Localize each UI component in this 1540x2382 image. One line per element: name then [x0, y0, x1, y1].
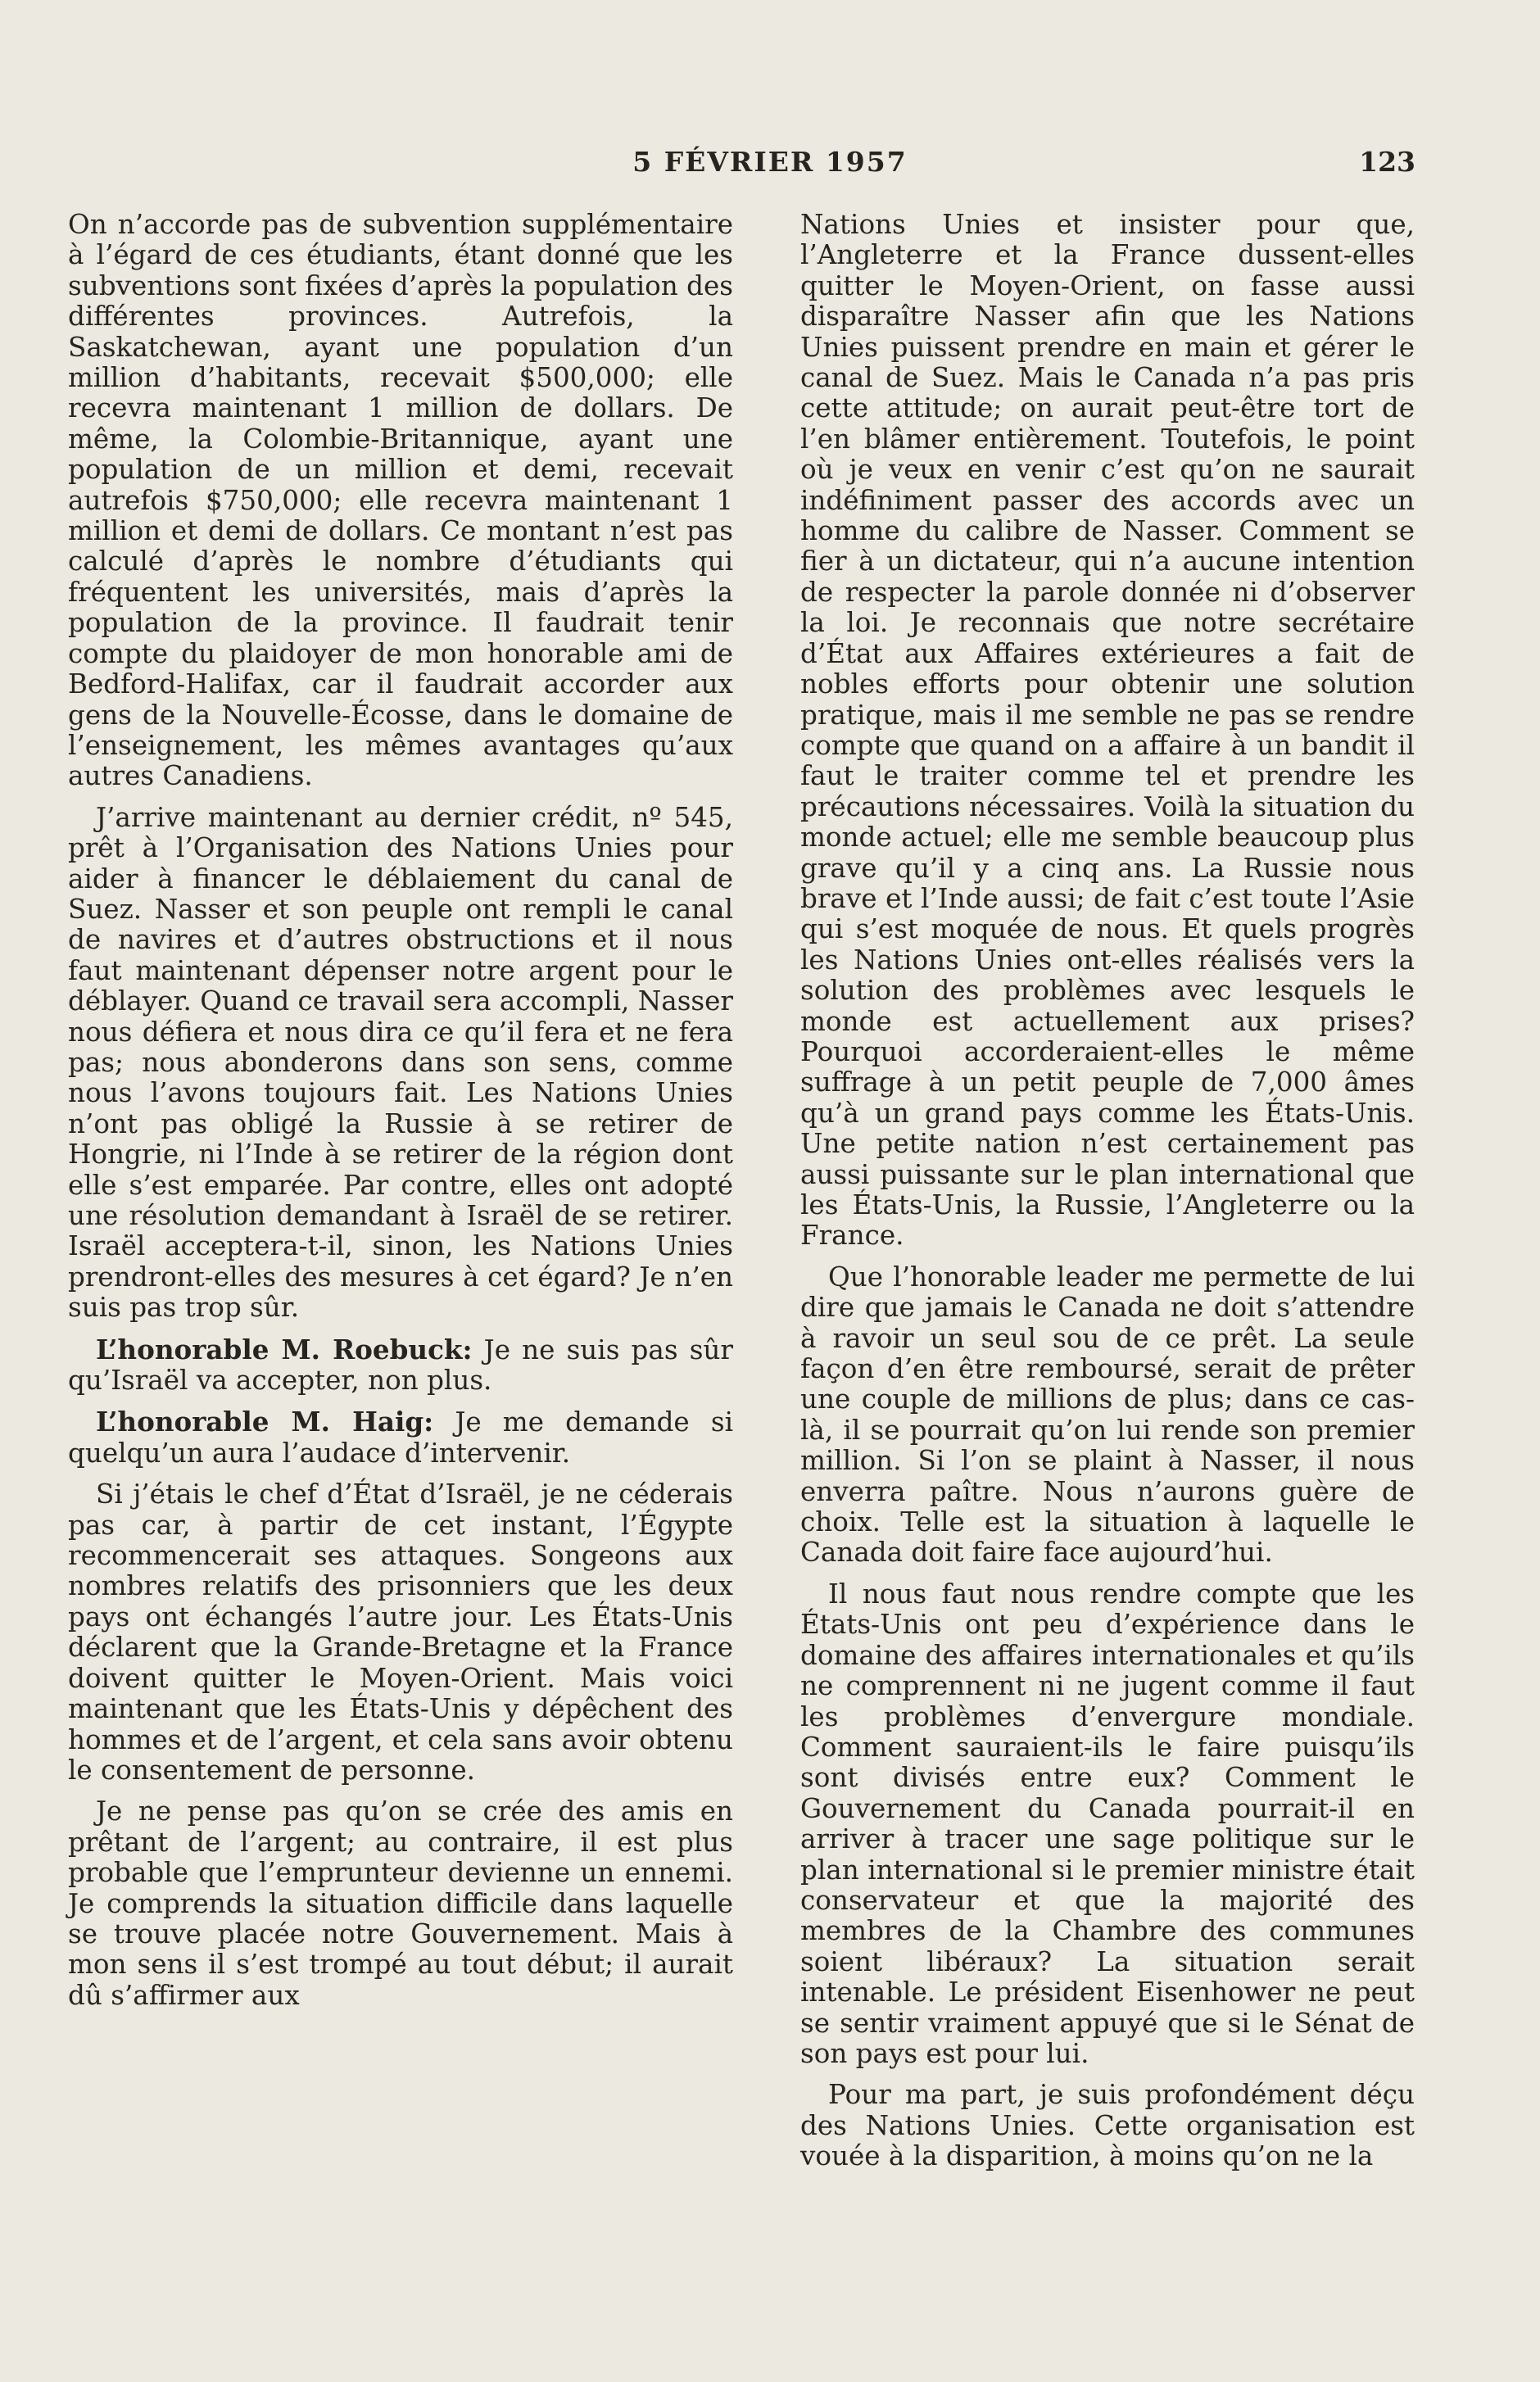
speaker-name: L’honorable M. Roebuck:: [96, 1333, 473, 1365]
paragraph: Il nous faut nous rendre compte que les États-Unis ont peu d’expérience dans le domaine des affaires internationales et qu’ils ne comprennent ni ne jugent comme il faut les problèmes d’envergure mondiale. Comment sauraient-ils le faire puisqu’ils sont divisés entre eux? Comment le Gouvernement du Canada pourrait-il en arriver à tracer une sage politique sur le plan international si le premier ministre était conservateur et que la majorité des membres de la Chambre des communes soient libéraux? La situation serait intenable. Le président Eisenhower ne peut se sentir vraiment appuyé que si le Sénat de son pays est pour lui.: [800, 1578, 1415, 2069]
speech-text: Je me demande si quelqu’un aura l’audace d’intervenir.: [68, 1406, 733, 1469]
paragraph: Nations Unies et insister pour que, l’Angleterre et la France dussent-elles quitter le Moyen-Orient, on fasse aussi disparaître Nasser afin que les Nations Unies puissent prendre en main et gérer le canal de Suez. Mais le Canada n’a pas pris cette attitude; on aurait peut-être tort de l’en blâmer entièrement. Toutefois, le point où je veux en venir c’est qu’on ne saurait indéfiniment passer des accords avec un homme du calibre de Nasser. Comment se fier à un dictateur, qui n’a aucune intention de respecter la parole donnée ni d’observer la loi. Je reconnais que notre secrétaire d’État aux Affaires extérieures a fait de nobles efforts pour obtenir une solution pratique, mais il me semble ne pas se rendre compte que quand on a affaire à un bandit il faut le traiter comme tel et prendre les précautions nécessaires. Voilà la situation du monde actuel; elle me semble beaucoup plus grave qu’il y a cinq ans. La Russie nous brave et l’Inde aussi; de fait c’est toute l’Asie qui s’est moquée de nous. Et quels progrès les Nations Unies ont-elles réalisés vers la solution des problèmes avec lesquels le monde est actuellement aux prises? Pourquoi accorderaient-elles le même suffrage à un petit peuple de 7,000 âmes qu’à un grand pays comme les États-Unis. Une petite nation n’est certainement pas aussi puissante sur le plan international que les États-Unis, la Russie, l’Angleterre ou la France.: [800, 209, 1415, 1252]
left-column: [68, 210, 733, 2022]
speech-paragraph: [68, 1334, 733, 1397]
speaker-name: L’honorable M. Haig:: [96, 1406, 434, 1438]
paragraph: Je ne pense pas qu’on se crée des amis en prêtant de l’argent; au contraire, il est plus probable que l’emprunteur devienne un ennemi. Je comprends la situation difficile dans laquelle se trouve placée notre Gouvernement. Mais à mon sens il s’est trompé au tout début; il aurait dû s’affirmer aux: [68, 1796, 733, 2011]
page-number: 123: [1359, 146, 1415, 178]
speech-text: Je ne suis pas sûr qu’Israël va accepter, non plus.: [68, 1334, 733, 1397]
page-header: [0, 146, 1540, 187]
paragraph: J’arrive maintenant au dernier crédit, nº 545, prêt à l’Organisation des Nations Unies pour aider à financer le déblaiement du canal de Suez. Nasser et son peuple ont rempli le canal de navires et d’autres obstructions et il nous faut maintenant dépenser notre argent pour le déblayer. Quand ce travail sera accompli, Nasser nous défiera et nous dira ce qu’il fera et ne fera pas; nous abonderons dans son sens, comme nous l’avons toujours fait. Les Nations Unies n’ont pas obligé la Russie à se retirer de Hongrie, ni l’Inde à se retirer de la région dont elle s’est emparée. Par contre, elles ont adopté une résolution demandant à Israël de se retirer. Israël acceptera-t-il, sinon, les Nations Unies prendront-elles des mesures à cet égard? Je n’en suis pas trop sûr.: [68, 801, 733, 1324]
paragraph: Que l’honorable leader me permette de lui dire que jamais le Canada ne doit s’attendre à ravoir un seul sou de ce prêt. La seule façon d’en être remboursé, serait de prêter une couple de millions de plus; dans ce cas-là, il se pourrait qu’on lui rende son premier million. Si l’on se plaint à Nasser, il nous enverra paître. Nous n’aurons guère de choix. Telle est la situation à laquelle le Canada doit faire face aujourd’hui.: [800, 1261, 1415, 1569]
paragraph: On n’accorde pas de subvention supplémentaire à l’égard de ces étudiants, étant donné que les subventions sont fixées d’après la population des différentes provinces. Autrefois, la Saskatchewan, ayant une population d’un million d’habitants, recevait $500,000; elle recevra maintenant 1 million de dollars. De même, la Colombie-Britannique, ayant une population de un million et demi, recevait autrefois $750,000; elle recevra maintenant 1 million et demi de dollars. Ce montant n’est pas calculé d’après le nombre d’étudiants qui fréquentent les universités, mais d’après la population de la province. Il faudrait tenir compte du plaidoyer de mon honorable ami de Bedford-Halifax, car il faudrait accorder aux gens de la Nouvelle-Écosse, dans le domaine de l’enseignement, les mêmes avantages qu’aux autres Canadiens.: [68, 209, 733, 792]
header-date: 5 FÉVRIER 1957: [632, 146, 908, 178]
right-column: [800, 210, 1415, 2183]
paragraph: Pour ma part, je suis profondément déçu des Nations Unies. Cette organisation est vouée à la disparition, à moins qu’on ne la: [800, 2079, 1415, 2172]
paragraph: Si j’étais le chef d’État d’Israël, je ne céderais pas car, à partir de cet instant, l’Égypte recommencerait ses attaques. Songeons aux nombres relatifs des prisonniers que les deux pays ont échangés l’autre jour. Les États-Unis déclarent que la Grande-Bretagne et la France doivent quitter le Moyen-Orient. Mais voici maintenant que les États-Unis y dépêchent des hommes et de l’argent, et cela sans avoir obtenu le consentement de personne.: [68, 1479, 733, 1786]
speech-paragraph: [68, 1406, 733, 1469]
